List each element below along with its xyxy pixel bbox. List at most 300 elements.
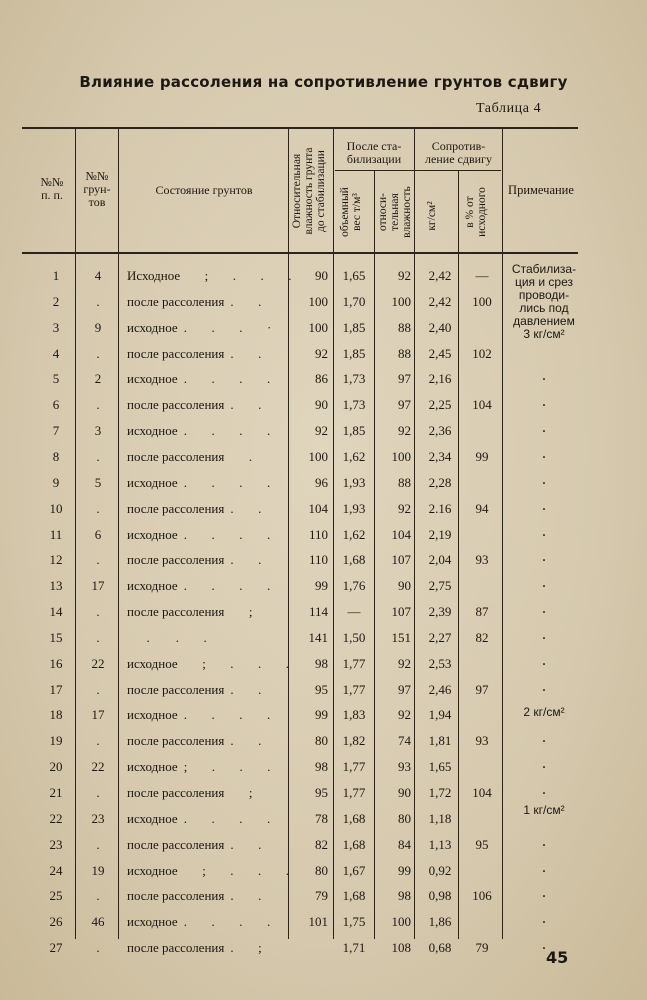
row-resistance-pct: 97 [475,681,489,697]
row-resistance-pct: 102 [472,345,492,361]
note-ditto-mark: . [542,579,546,591]
header-kg: кг/см² [426,201,438,231]
row-state-text: после рассоления [127,397,225,413]
page-number: 45 [546,948,569,967]
row-vol-weight: 1,67 [342,862,366,878]
row-grunt-number: . [96,733,100,749]
note-ditto-mark: . [542,605,546,617]
row-resistance-kg: 2,39 [428,604,452,620]
row-resistance-kg: 2,25 [428,397,452,413]
header-bottom-rule [22,252,578,254]
row-rel-humidity: 96 [315,474,328,490]
row-rel-humidity-after: 100 [391,293,411,309]
header-pct: в % от исходного [464,187,488,237]
row-state [127,289,287,314]
row-resistance-kg: 1,86 [428,914,452,930]
note-ditto-mark: . [542,398,546,410]
header-vol-weight: объемный вес т/м³ [339,187,363,237]
row-state [127,418,287,443]
row-rel-humidity-after: 97 [398,397,411,413]
row-resistance-kg: 2,36 [428,423,452,439]
row-vol-weight: 1,77 [342,759,366,775]
row-state-leader: . . [230,397,268,413]
note-ditto-mark: . [542,837,546,849]
row-grunt-number: . [96,888,100,904]
row-number: 16 [49,655,63,671]
note-ditto-mark: . [542,734,546,746]
row-rel-humidity: 141 [308,629,328,645]
row-state [127,599,287,624]
row-rel-humidity: 99 [315,578,328,594]
row-number: 21 [49,785,63,800]
row-rel-humidity: 92 [315,345,328,361]
row-vol-weight: 1,73 [342,371,366,387]
row-rel-humidity: 98 [315,759,328,775]
row-rel-humidity: 95 [315,785,328,800]
row-grunt-number: . [96,940,100,956]
note-main: Стабилиза- ция и срез проводи- лись под давлением 3 кг/см² [511,262,577,341]
row-rel-humidity-after: 97 [398,681,411,697]
note-ditto-mark: . [542,889,546,901]
row-state [127,832,287,857]
row-grunt-number: 17 [91,707,105,723]
row-state [127,780,287,805]
row-state-text: после рассоления [127,552,225,568]
row-resistance-pct [462,651,502,676]
row-rel-humidity-after: 100 [391,448,411,464]
row-grunt-number: 6 [94,526,102,542]
row-state-leader: . . [230,681,268,697]
row-rel-humidity-after: 88 [398,345,411,361]
note-ditto-mark: . [542,475,546,487]
row-state [127,366,287,391]
row-state-leader: . . . · [183,319,278,335]
row-state-text: после рассоления [127,604,225,620]
row-resistance-kg: 2,42 [428,293,452,309]
row-state-leader: . . . . [183,578,277,594]
row-grunt-number: 46 [91,914,105,930]
row-state [127,522,287,547]
row-state-text: после рассоления [127,448,225,464]
row-grunt-number: 4 [94,268,102,283]
row-vol-weight: 1,85 [342,423,366,439]
row-state-leader: ; . . . [186,268,298,283]
table-row [0,341,647,366]
row-resistance-kg: 0,98 [428,888,452,904]
row-number: 4 [52,345,60,361]
row-state-leader: . . [230,293,268,309]
row-vol-weight: 1,76 [342,578,366,594]
row-vol-weight: 1,93 [342,474,366,490]
row-state-text: исходное [127,423,178,439]
after-stab-rule [335,170,501,171]
header-num: №№ п. п. [40,175,64,202]
row-vol-weight: 1,85 [342,319,366,335]
row-number: 10 [49,500,63,516]
row-state [127,573,287,598]
row-rel-humidity: 100 [308,293,328,309]
row-number: 18 [49,707,63,723]
row-state-text: после рассоления [127,681,225,697]
row-resistance-kg: 1,72 [428,785,452,800]
row-resistance-pct: 104 [472,785,492,800]
row-rel-humidity-after: 151 [391,629,411,645]
note-ditto-mark: . [542,424,546,436]
row-resistance-pct: 93 [475,733,489,749]
row-resistance-kg: 2,53 [428,655,452,671]
row-state [127,935,287,960]
note-ditto-mark: . [542,553,546,565]
row-number: 13 [49,578,63,594]
row-state-leader: . . [230,552,268,568]
row-state [127,651,296,676]
row-resistance-kg: 2,28 [428,474,452,490]
table-label: Таблица 4 [476,101,542,116]
note-row22: 1 кг/см² [523,803,565,817]
row-state-text: после рассоления [127,888,225,904]
row-state [127,702,287,727]
row-number: 8 [52,448,60,464]
note-ditto-mark: . [542,527,546,539]
row-rel-humidity: 90 [315,397,328,413]
row-number: 23 [49,836,63,852]
row-vol-weight: 1,71 [342,940,366,956]
note-ditto-mark: . [542,760,546,772]
row-rel-humidity: 95 [315,681,328,697]
row-state [127,263,298,288]
row-rel-humidity-after: 84 [398,836,411,852]
row-rel-humidity: 101 [308,914,328,930]
row-grunt-number: 19 [91,862,105,878]
row-rel-humidity: 80 [315,733,328,749]
row-state-leader: ; [230,604,259,620]
row-state-text: после рассоления [127,293,225,309]
row-state-leader: . [230,448,259,464]
row-grunt-number: . [96,293,100,309]
row-rel-humidity-after: 108 [391,940,411,956]
note-ditto-mark: . [542,915,546,927]
row-state-text: после рассоления [127,733,225,749]
header-rel-hum2: относи- тельная влажность [377,186,413,238]
row-state [127,754,287,779]
row-resistance-kg: 2,46 [428,681,452,697]
row-state-text: после рассоления [127,836,225,852]
row-state-leader: . . . . [183,526,277,542]
row-state-leader: ; . . . [183,862,296,878]
row-state-text: после рассоления [127,940,225,956]
row-rel-humidity: 110 [308,552,328,568]
row-grunt-number: 22 [91,759,105,775]
row-grunt-number: 22 [91,655,105,671]
row-number: 19 [49,733,63,749]
header-note: Примечание [508,183,574,197]
row-resistance-pct: — [475,268,489,283]
row-grunt-number: 5 [94,474,102,490]
note-ditto-mark: . [542,630,546,642]
row-vol-weight: 1,93 [342,500,366,516]
row-rel-humidity-after: 74 [398,733,411,749]
row-resistance-kg: 1,13 [428,836,452,852]
row-vol-weight: 1,62 [342,526,366,542]
row-state-text: после рассоления [127,345,225,361]
row-state [127,728,287,753]
row-number: 25 [49,888,63,904]
row-vol-weight: 1,83 [342,707,366,723]
row-state [127,677,287,702]
row-resistance-kg: 0,68 [428,940,452,956]
row-state-text: после рассоления [127,500,225,516]
row-state-leader: . . [230,345,268,361]
row-resistance-kg: 2,40 [428,319,452,335]
row-rel-humidity-after: 104 [391,526,411,542]
row-grunt-number: 23 [91,810,105,826]
row-vol-weight: 1,50 [342,629,366,645]
row-resistance-kg: 1,65 [428,759,452,775]
row-rel-humidity: 86 [315,371,328,387]
row-rel-humidity: 80 [315,862,328,878]
row-grunt-number: . [96,552,100,568]
row-number: 7 [52,423,60,439]
row-rel-humidity-after: 88 [398,319,411,335]
row-rel-humidity: 110 [308,526,328,542]
row-grunt-number: 17 [91,578,105,594]
row-number: 11 [49,526,63,542]
row-resistance-kg: 2,27 [428,629,452,645]
row-rel-humidity: 104 [308,500,328,516]
row-resistance-pct [462,806,502,831]
row-resistance-kg: 2,16 [428,371,452,387]
note-ditto-mark: . [542,501,546,513]
row-resistance-pct: 87 [475,604,489,620]
header-resistance: Сопротив- ление сдвигу [425,139,492,166]
row-vol-weight: 1,62 [342,448,366,464]
row-state [127,496,287,521]
note-ditto-mark: . [542,449,546,461]
row-rel-humidity-after: 97 [398,371,411,387]
row-number: 14 [49,604,63,620]
row-state-leader: . . . . [183,707,277,723]
row-state [127,625,287,650]
row-state-text: исходное [127,810,178,826]
row-grunt-number: . [96,629,100,645]
row-vol-weight: 1,85 [342,345,366,361]
row-rel-humidity-after: 92 [398,268,411,283]
row-state-text: исходное [127,707,178,723]
row-resistance-pct: 99 [475,448,489,464]
row-resistance-kg: 2,34 [428,448,452,464]
row-number: 26 [49,914,63,930]
row-state [127,392,287,417]
row-state-leader: . . . . [183,474,277,490]
row-grunt-number: . [96,604,100,620]
row-rel-humidity-after: 92 [398,500,411,516]
row-state-leader: ; . . . [183,759,277,775]
row-resistance-kg: 2,45 [428,345,452,361]
row-vol-weight: 1,68 [342,888,366,904]
row-state-leader: . . . . [183,371,277,387]
row-number: 22 [49,810,63,826]
row-grunt-number: 3 [94,423,102,439]
row-vol-weight: 1,82 [342,733,366,749]
header-rel-humidity: Относительная влажность грунта до стабилизации [291,147,327,235]
row-state [127,315,287,340]
row-state-text: после рассоления [127,785,225,800]
row-state [127,444,287,469]
row-vol-weight: 1,68 [342,836,366,852]
note-ditto-mark: . [542,372,546,384]
row-vol-weight: 1,68 [342,552,366,568]
row-state [127,470,287,495]
row-rel-humidity-after: 99 [398,862,411,878]
row-grunt-number: 9 [94,319,102,335]
row-grunt-number: . [96,345,100,361]
row-state-text: исходное [127,474,178,490]
row-rel-humidity: 92 [315,423,328,439]
row-rel-humidity-after: 107 [391,552,411,568]
row-resistance-kg: 1,18 [428,810,452,826]
row-resistance-pct: 82 [475,629,489,645]
row-resistance-pct [462,909,502,934]
row-state-leader: . [185,629,213,645]
row-state-leader: . . [230,500,268,516]
row-resistance-pct [462,754,502,779]
row-rel-humidity-after: 100 [391,914,411,930]
row-state-text: Исходное [127,268,181,283]
row-vol-weight: 1,68 [342,810,366,826]
row-state-text: исходное [127,578,178,594]
row-number: 20 [49,759,63,775]
row-vol-weight: 1,70 [342,293,366,309]
row-state-leader: . . . . [183,423,277,439]
row-rel-humidity: 78 [315,810,328,826]
row-grunt-number: 2 [94,371,102,387]
row-resistance-kg: 2,75 [428,578,452,594]
row-resistance-pct [462,702,502,727]
row-vol-weight: 1,77 [342,785,366,800]
row-grunt-number: . [96,785,100,800]
row-state-text: исходное [127,759,178,775]
row-state-text: исходное [127,371,178,387]
row-number: 2 [52,293,60,309]
note-ditto-mark: . [542,941,546,953]
row-resistance-pct [462,858,502,883]
row-rel-humidity-after: 90 [398,578,411,594]
row-resistance-pct [462,418,502,443]
row-resistance-pct: 94 [475,500,489,516]
row-resistance-kg: 0,92 [428,862,452,878]
row-resistance-kg: 2,19 [428,526,452,542]
row-vol-weight: 1,75 [342,914,366,930]
row-resistance-kg: 1,81 [428,733,452,749]
row-rel-humidity-after: 80 [398,810,411,826]
row-state [127,883,287,908]
row-state [127,909,287,934]
row-rel-humidity-after: 107 [391,604,411,620]
row-state-text: исходное [127,319,178,335]
note-ditto-mark: . [542,786,546,797]
row-resistance-pct: 95 [475,836,489,852]
row-state-leader: ; [230,785,259,800]
row-rel-humidity: 90 [315,268,328,283]
row-rel-humidity-after: 92 [398,655,411,671]
row-rel-humidity: 82 [315,836,328,852]
row-vol-weight: 1,77 [342,655,366,671]
row-state-leader: ; . . . [183,655,296,671]
row-resistance-pct: 79 [475,940,489,956]
row-state-leader: . . . . [183,914,277,930]
row-vol-weight: 1,73 [342,397,366,413]
header-grunt: №№ грун- тов [83,169,111,209]
row-rel-humidity: 99 [315,707,328,723]
row-rel-humidity: 100 [308,448,328,464]
note-ditto-mark: . [542,682,546,694]
row-grunt-number: . [96,448,100,464]
row-resistance-kg: 2,42 [428,268,452,283]
row-resistance-pct [462,522,502,547]
row-state-leader: . . . . [183,810,277,826]
row-state [127,806,287,831]
row-vol-weight: — [347,604,361,620]
row-resistance-kg: 1,94 [428,707,452,723]
row-rel-humidity-after: 93 [398,759,411,775]
note-ditto-mark: . [542,656,546,668]
row-number: 15 [49,629,63,645]
row-resistance-pct: 93 [475,552,489,568]
row-number: 12 [49,552,63,568]
row-number: 27 [49,940,63,956]
row-resistance-kg: 2,04 [428,552,452,568]
row-state-text: исходное [127,862,178,878]
row-resistance-pct [462,315,502,340]
note-row18: 2 кг/см² [523,705,565,719]
note-ditto-mark: . [542,863,546,875]
row-state-text: исходное [127,914,178,930]
row-rel-humidity-after: 88 [398,474,411,490]
row-resistance-pct: 100 [472,293,492,309]
row-state-text: исходное [127,655,178,671]
row-number: 6 [52,397,60,413]
row-rel-humidity: 79 [315,888,328,904]
row-rel-humidity-after: 90 [398,785,411,800]
row-rel-humidity-after: 98 [398,888,411,904]
row-vol-weight: 1,77 [342,681,366,697]
header-state: Состояние грунтов [155,183,253,197]
table-title: Влияние рассоления на сопротивление грунтов сдвигу [79,73,568,91]
row-number: 9 [52,474,60,490]
row-rel-humidity [289,935,328,960]
row-state-text: . . [127,629,179,645]
row-number: 5 [52,371,60,387]
row-rel-humidity: 100 [308,319,328,335]
row-number: 3 [52,319,60,335]
row-rel-humidity: 114 [308,604,328,620]
header-after-stab: После ста- билизации [346,139,402,166]
row-rel-humidity-after: 92 [398,707,411,723]
row-resistance-pct [462,573,502,598]
row-resistance-pct: 104 [472,397,492,413]
row-rel-humidity-after: 92 [398,423,411,439]
row-grunt-number: . [96,681,100,697]
row-vol-weight: 1,65 [342,268,366,283]
row-number: 24 [49,862,63,878]
row-state-leader: . ; [230,940,268,956]
header-top-rule [22,127,578,129]
row-state-leader: . . [230,836,268,852]
row-grunt-number: . [96,836,100,852]
row-state-text: исходное [127,526,178,542]
row-state-leader: . . [230,733,268,749]
row-resistance-pct [462,470,502,495]
